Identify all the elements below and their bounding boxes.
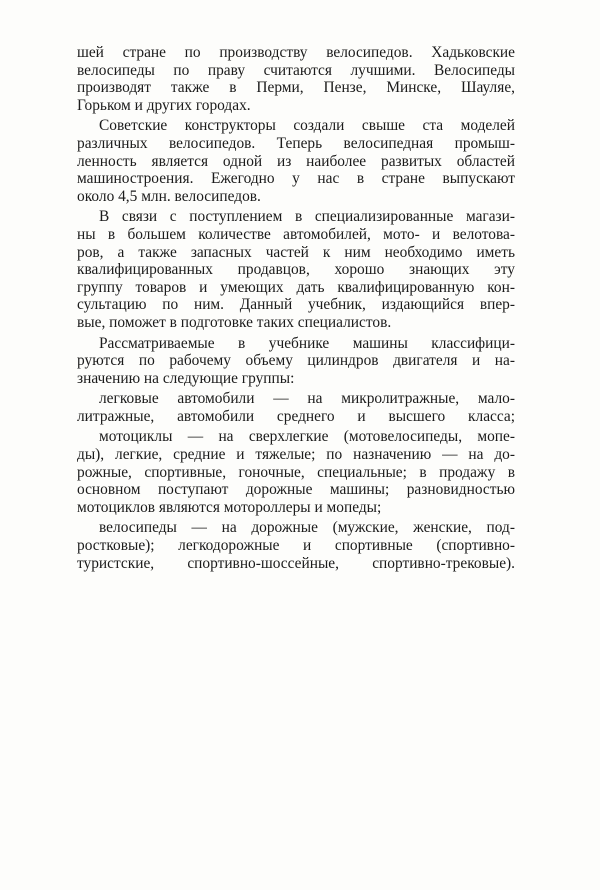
text-line: руются по рабочему объему цилиндров двигателя и на- (77, 352, 515, 370)
text-line: вые, поможет в подготовке таких специалистов. (77, 313, 392, 331)
text-line: ленность является одной из наиболее развитых областей (77, 152, 515, 170)
paragraph-4 (77, 335, 515, 388)
text-line: ростковые); легкодорожные и спортивные (спортивно- (77, 537, 515, 555)
paragraph-bicycles (77, 519, 515, 572)
text-line: ды), легкие, средние и тяжелые; по назначению — на до- (77, 446, 515, 464)
text-line: велосипеды по праву считаются лучшими. Велосипеды (77, 61, 515, 79)
paragraph-1 (77, 44, 515, 114)
text-line: Рассматриваемые в учебнике машины классифици- (99, 334, 515, 352)
paragraph-motorcycles (77, 428, 515, 516)
text-line: В связи с поступлением в специализированные магази- (99, 208, 515, 226)
text-line: рожные, спортивные, гоночные, специальные; в продажу в (77, 463, 515, 481)
text-line: производят также в Перми, Пензе, Минске, Шауляе, (77, 79, 515, 97)
text-line: различных велосипедов. Теперь велосипедная промыш- (77, 134, 515, 152)
text-line: шей стране по производству велосипедов. Хадьковские (77, 44, 515, 61)
text-line: квалифицированных продавцов, хорошо знающих эту (77, 261, 515, 279)
text-line: ны в большем количестве автомобилей, мото- и велотова- (77, 225, 515, 243)
text-line: туристские, спортивно-шоссейные, спортивно-трековые). (77, 554, 515, 572)
text-line: машиностроения. Ежегодно у нас в стране выпускают (77, 170, 515, 188)
text-line: ров, а также запасных частей к ним необходимо иметь (77, 243, 515, 261)
text-line: Советские конструкторы создали свыше ста моделей (99, 117, 515, 135)
text-line: литражные, автомобили среднего и высшего класса; (77, 407, 515, 425)
text-line: мотоциклов являются мотороллеры и мопеды; (77, 498, 382, 516)
text-line: велосипеды — на дорожные (мужские, женские, под- (99, 519, 515, 537)
text-line: основном поступают дорожные машины; разновидностью (77, 481, 515, 499)
paragraph-3 (77, 208, 515, 331)
text-line: значению на следующие группы: (77, 369, 295, 387)
paragraph-cars (77, 390, 515, 425)
text-line: Горьком и других городах. (77, 96, 251, 114)
body-text (77, 44, 515, 575)
text-line: около 4,5 млн. велосипедов. (77, 187, 261, 205)
text-line: легковые автомобили — на микролитражные, мало- (99, 390, 515, 408)
paragraph-2 (77, 117, 515, 205)
text-line: группу товаров и умеющих дать квалифицированную кон- (77, 278, 515, 296)
text-line: мотоциклы — на сверхлегкие (мотовелосипеды, мопе- (99, 428, 515, 446)
text-line: сультацию по ним. Данный учебник, издающийся впер- (77, 296, 515, 314)
